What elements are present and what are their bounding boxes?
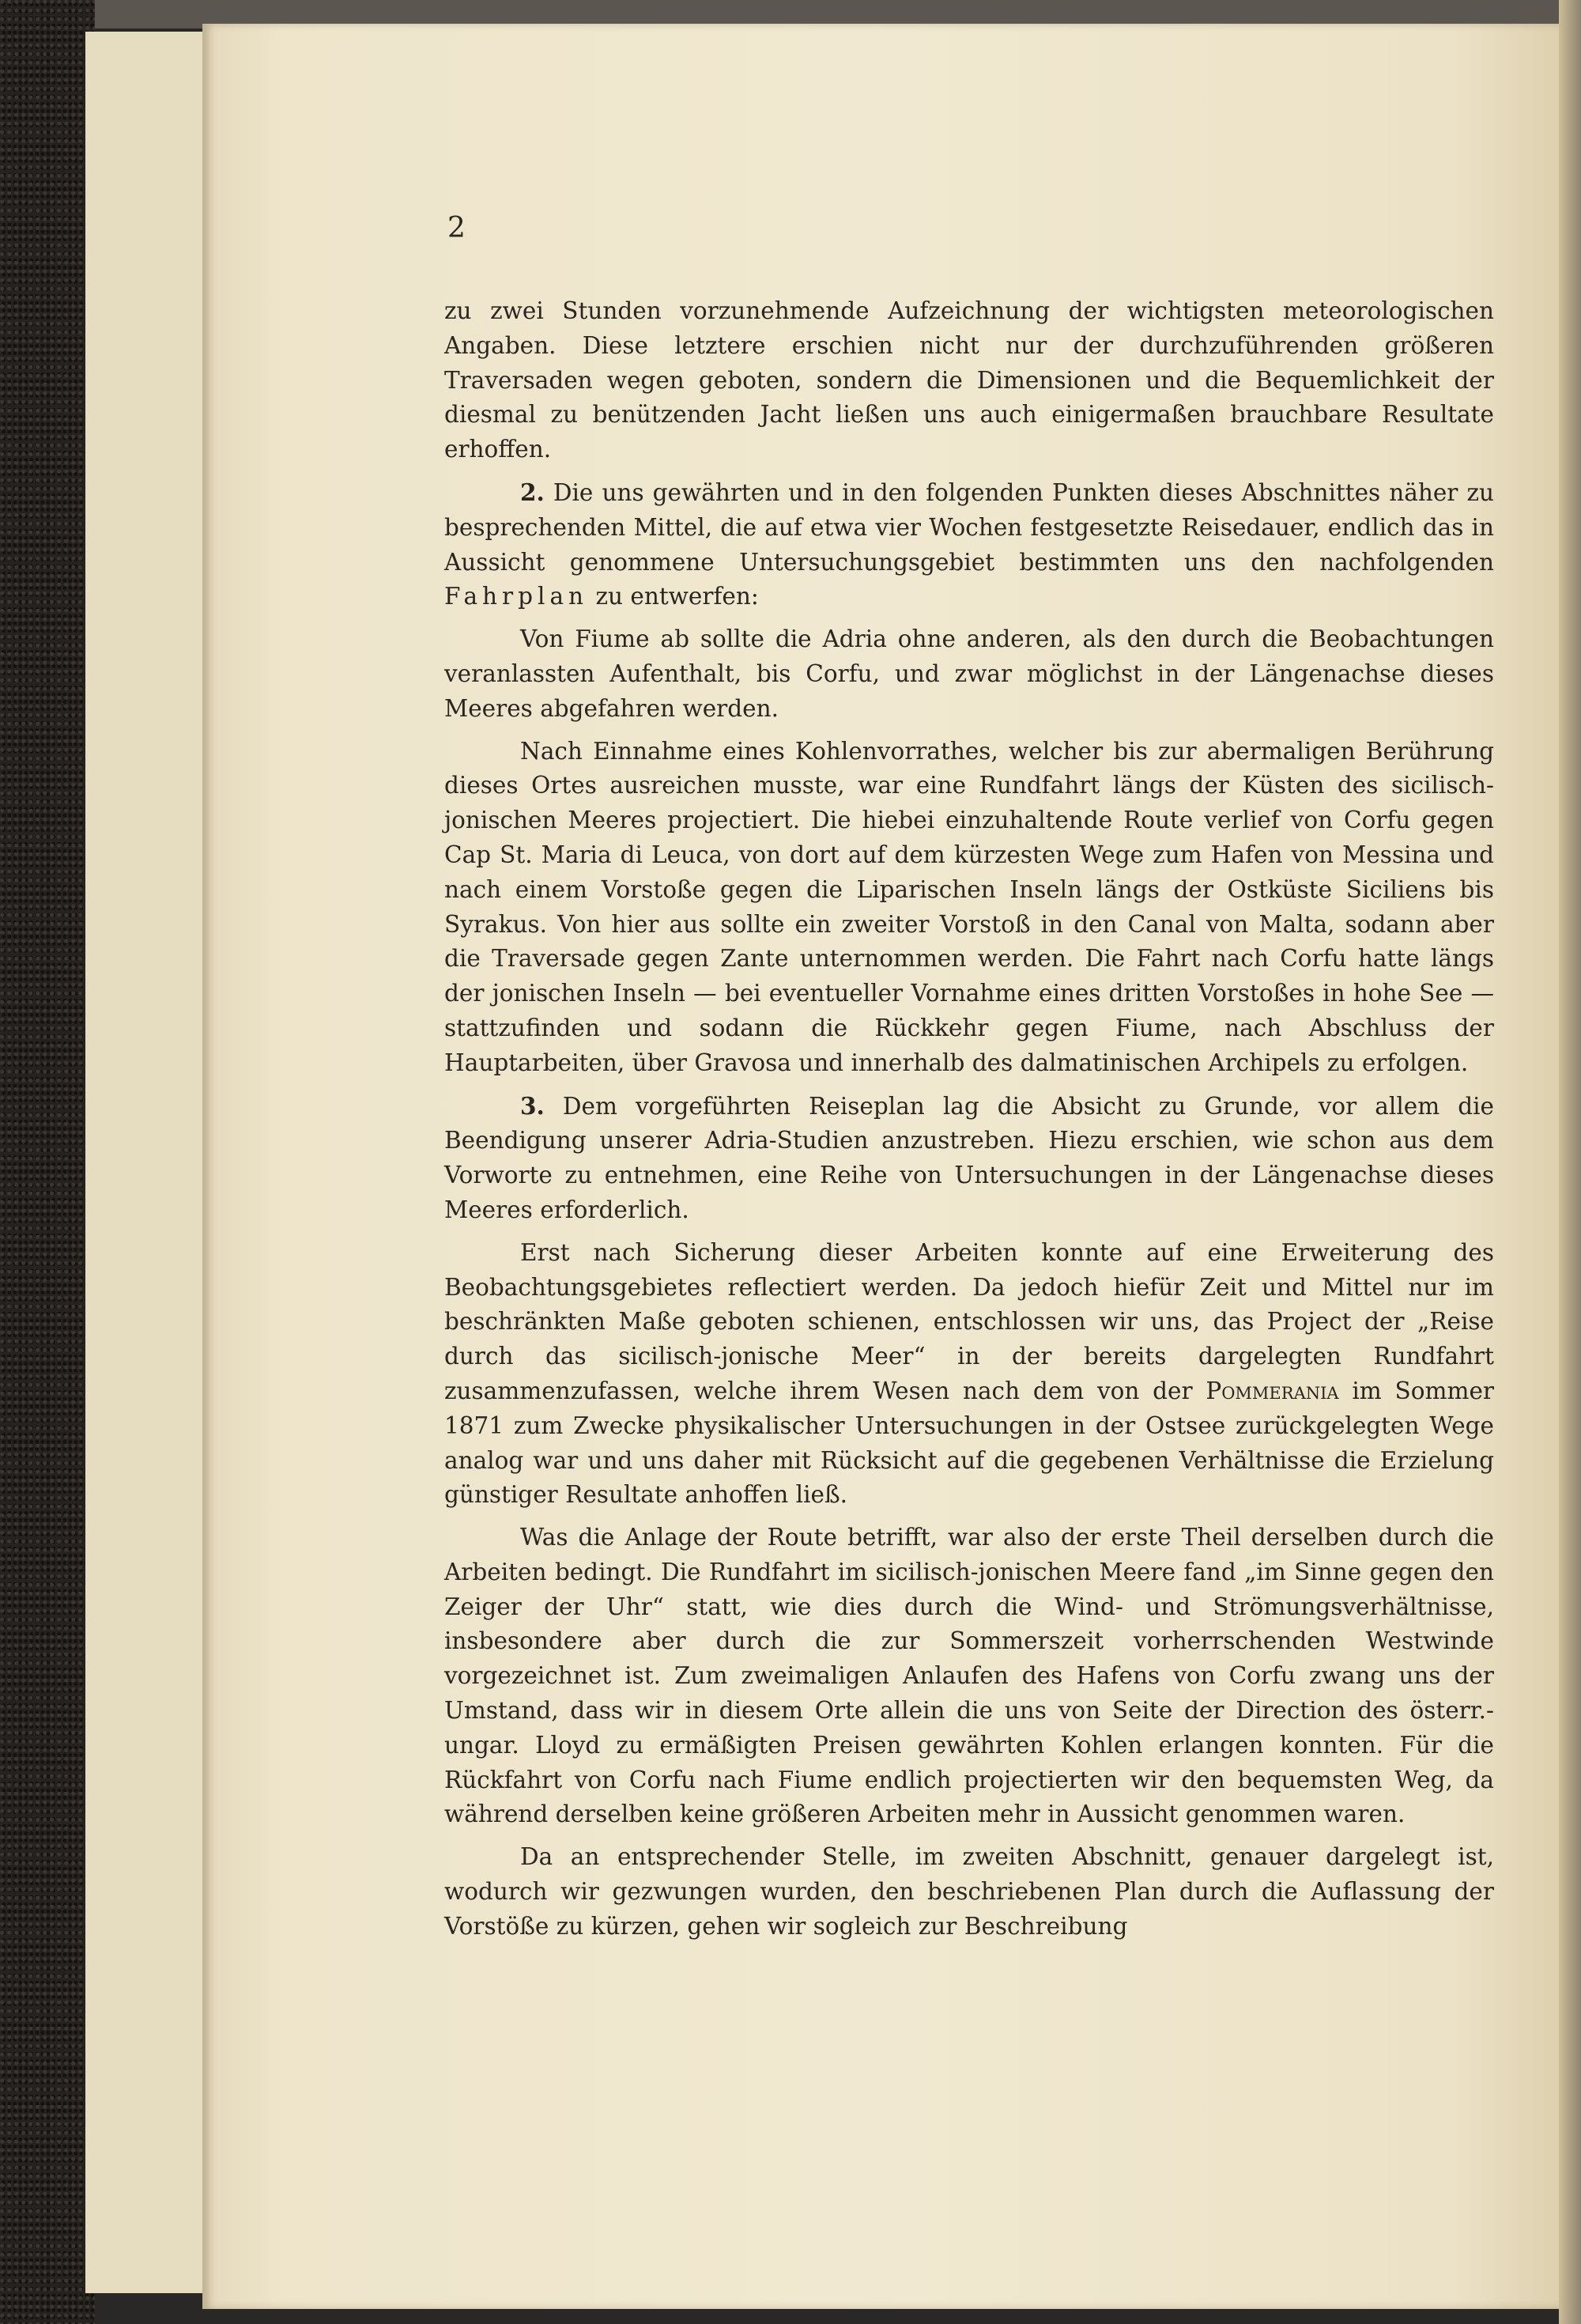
body-text — [444, 294, 1494, 1952]
page-edge — [179, 32, 205, 2293]
section-number: 3. — [520, 1091, 545, 1120]
paragraph-text: Die uns gewährten und in den folgenden Punkten dieses Abschnittes näher zu besprechenden Mittel, die auf etwa vier Wochen festgesetzte Reisedauer, endlich das in Aussicht genommene Untersuchungsgebiet bestimmten uns den nachfolgenden — [444, 478, 1494, 576]
paragraph-7 — [444, 1521, 1494, 1832]
paragraph-8 — [444, 1840, 1494, 1944]
scan-right-border — [1559, 0, 1581, 2324]
paragraph-text: zu zwei Stunden vorzunehmende Aufzeichnung der wichtigsten meteorologischen Angaben. Diese letztere erschien nicht nur der durchzuführenden größeren Traversaden wegen geboten, sondern die Dimensionen und die Bequemlichkeit der diesmal zu benützenden Jacht ließen uns auch einigermaßen brauchbare Resultate erhoffen. — [444, 297, 1494, 463]
ship-name: Pommerania — [1206, 1377, 1339, 1404]
paragraph-text: Da an entsprechender Stelle, im zweiten Abschnitt, genauer dargelegt ist, wodurch wir gezwungen wurden, den beschriebenen Plan durch die Auflassung der Vorstöße zu kürzen, gehen wir sogleich zur Beschreibung — [444, 1843, 1494, 1940]
spaced-emphasis: Fahrplan — [444, 583, 589, 610]
paragraph-text: im Sommer 1871 zum Zwecke physikalischer Untersuchungen in der Ostsee zurückgelegten Wege analog war und uns daher mit Rücksicht auf die gegebenen Verhältnisse die Erzielung günstiger Resultate anhoffen ließ. — [444, 1377, 1495, 1509]
paragraph-text: Von Fiume ab sollte die Adria ohne anderen, als den durch die Beobachtungen veranlassten Aufenthalt, bis Corfu, und zwar möglichst in der Längenachse dieses Meeres abgefahren werden. — [444, 625, 1494, 722]
paragraph-text: zu entwerfen: — [588, 583, 759, 610]
paragraph-text: Nach Einnahme eines Kohlenvorrathes, welcher bis zur abermaligen Berührung dieses Ortes ausreichen musste, war eine Rundfahrt längs der Küsten des sicilisch-jonischen Meeres projectiert. Die hiebei einzuhaltende Route verlief von Corfu gegen Cap St. Maria di Leuca, von dort auf dem kürzesten Wege zum Hafen von Messina und nach einem Vorstoße gegen die Liparischen Inseln längs der Ostküste Siciliens bis Syrakus. Von hier aus sollte ein zweiter Vorstoß in den Canal von Malta, sodann aber die Traversade gegen Zante unternommen werden. Die Fahrt nach Corfu hatte längs der jonischen Inseln — bei eventueller Vornahme eines dritten Vorstoßes in hohe See — stattzufinden und sodann die Rückkehr gegen Fiume, nach Abschluss der Hauptarbeiten, über Gravosa und innerhalb des dalmatinischen Archipels zu erfolgen. — [444, 737, 1494, 1076]
section-number: 2. — [520, 478, 545, 506]
page-number: 2 — [447, 212, 466, 244]
paragraph-text: Erst nach Sicherung dieser Arbeiten konnte auf eine Erweiterung des Beobachtungsgebietes reflectiert werden. Da jedoch hiefür Zeit und Mittel nur im beschränkten Maße geboten schienen, entschlossen wir uns, das Project der „Reise durch das sicilisch-jonische Meer“ in der bereits dargelegten Rundfahrt zusammenzufassen, welche ihrem Wesen nach dem von der — [444, 1238, 1494, 1404]
paragraph-3 — [444, 622, 1494, 726]
paragraph-text: Was die Anlage der Route betrifft, war also der erste Theil derselben durch die Arbeiten bedingt. Die Rundfahrt im sicilisch-jonischen Meere fand „im Sinne gegen den Zeiger der Uhr“ statt, wie dies durch die Wind- und Strömungsverhältnisse, insbesondere aber durch die zur Sommerszeit vorherrschenden Westwinde vorgezeichnet ist. Zum zweimaligen Anlaufen des Hafens von Corfu zwang uns der Umstand, dass wir in diesem Orte allein die uns von Seite der Direction des österr.-ungar. Lloyd zu ermäßigten Preisen gewährten Kohlen erlangen konnten. Für die Rückfahrt von Corfu nach Fiume endlich projectierten wir den bequemsten Weg, da während derselben keine größeren Arbeiten mehr in Aussicht genommen waren. — [444, 1524, 1494, 1828]
paragraph-6 — [444, 1236, 1494, 1513]
paragraph-5 — [444, 1089, 1494, 1228]
paragraph-2 — [444, 475, 1494, 614]
paragraph-text: Dem vorgeführten Reiseplan lag die Absicht zu Grunde, vor allem die Beendigung unserer Adria-Studien anzustreben. Hiezu erschien, wie schon aus dem Vorworte zu entnehmen, eine Reihe von Untersuchungen in der Längenachse dieses Meeres erforderlich. — [444, 1092, 1494, 1223]
book-cover-edge — [0, 0, 95, 2324]
paragraph-1 — [444, 294, 1494, 467]
paragraph-4 — [444, 735, 1494, 1081]
